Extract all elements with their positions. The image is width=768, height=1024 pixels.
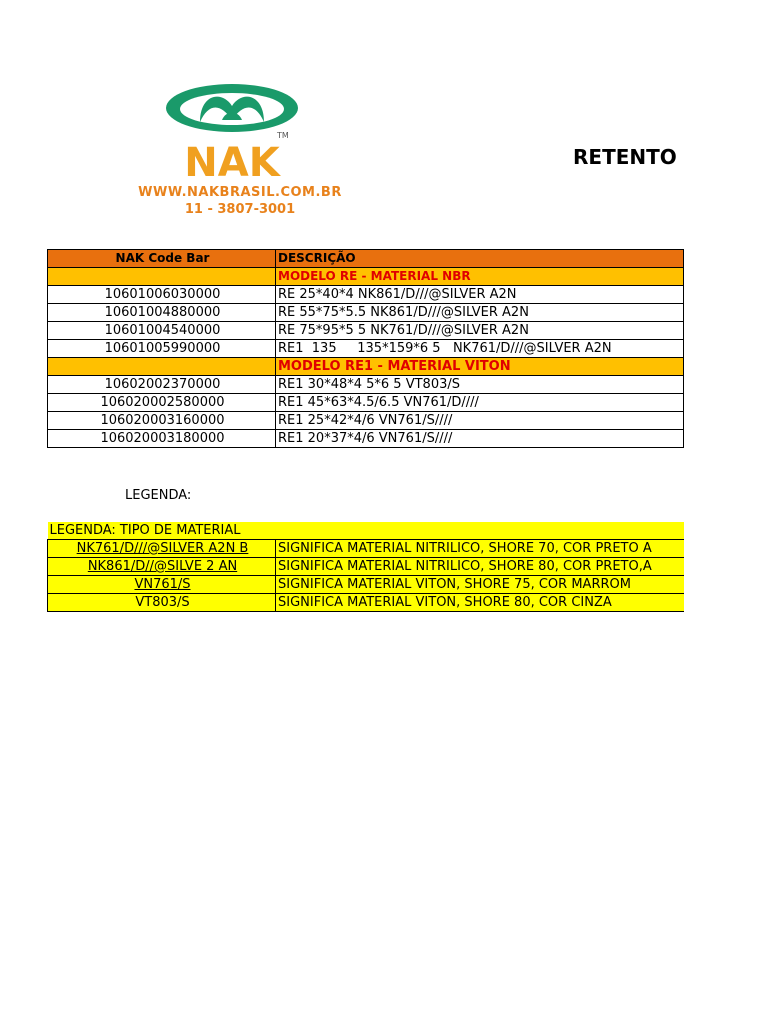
table-row	[48, 412, 684, 430]
legend-key: VT803/S	[48, 594, 276, 612]
section-row	[48, 358, 684, 376]
phone-number: 11 - 3807-3001	[184, 202, 296, 217]
code-cell: 10602002370000	[48, 376, 276, 394]
section-spacer	[48, 268, 276, 286]
description-cell: RE 55*75*5.5 NK861/D///@SILVER A2N	[276, 304, 684, 322]
description-cell: RE1 20*37*4/6 VN761/S////	[276, 430, 684, 448]
code-cell: 106020003160000	[48, 412, 276, 430]
description-cell: RE1 135 135*159*6 5 NK761/D///@SILVER A2N	[276, 340, 684, 358]
code-cell: 10601004540000	[48, 322, 276, 340]
table-row	[48, 304, 684, 322]
table-row	[48, 340, 684, 358]
legend-row	[48, 540, 684, 558]
table-header-row	[48, 250, 684, 268]
code-cell: 106020003180000	[48, 430, 276, 448]
trademark-mark: TM	[277, 131, 289, 140]
legend-row	[48, 576, 684, 594]
code-cell: 106020002580000	[48, 394, 276, 412]
code-cell: 10601004880000	[48, 304, 276, 322]
column-header-code: NAK Code Bar	[48, 250, 276, 268]
legend-table	[47, 522, 684, 612]
legend-row	[48, 558, 684, 576]
table-row	[48, 394, 684, 412]
legend-title-spacer	[276, 522, 684, 540]
legend-meaning: SIGNIFICA MATERIAL NITRILICO, SHORE 80, COR PRETO,A	[276, 558, 684, 576]
table-row	[48, 430, 684, 448]
section-label: MODELO RE - MATERIAL NBR	[276, 268, 684, 286]
description-cell: RE1 30*48*4 5*6 5 VT803/S	[276, 376, 684, 394]
table-row	[48, 322, 684, 340]
section-label: MODELO RE1 - MATERIAL VITON	[276, 358, 684, 376]
legend-title: LEGENDA: TIPO DE MATERIAL	[48, 522, 276, 540]
legend-meaning: SIGNIFICA MATERIAL VITON, SHORE 80, COR CINZA	[276, 594, 684, 612]
legend-key[interactable]: NK761/D///@SILVER A2N B	[48, 540, 276, 558]
legend-meaning: SIGNIFICA MATERIAL VITON, SHORE 75, COR MARROM	[276, 576, 684, 594]
description-cell: RE 75*95*5 5 NK761/D///@SILVER A2N	[276, 322, 684, 340]
description-cell: RE 25*40*4 NK861/D///@SILVER A2N	[276, 286, 684, 304]
legend-title-row	[48, 522, 684, 540]
legend-key[interactable]: NK861/D//@SILVE 2 AN	[48, 558, 276, 576]
code-cell: 10601006030000	[48, 286, 276, 304]
description-cell: RE1 45*63*4.5/6.5 VN761/D////	[276, 394, 684, 412]
description-cell: RE1 25*42*4/6 VN761/S////	[276, 412, 684, 430]
section-row	[48, 268, 684, 286]
products-table	[47, 249, 684, 448]
nak-logo	[160, 80, 310, 180]
table-row	[48, 376, 684, 394]
legend-label: LEGENDA:	[125, 488, 192, 503]
legend-key[interactable]: VN761/S	[48, 576, 276, 594]
legend-row	[48, 594, 684, 612]
table-row	[48, 286, 684, 304]
page-title: RETENTO	[573, 145, 677, 169]
legend-meaning: SIGNIFICA MATERIAL NITRILICO, SHORE 70, COR PRETO A	[276, 540, 684, 558]
website-link[interactable]: WWW.NAKBRASIL.COM.BR	[138, 185, 342, 200]
code-cell: 10601005990000	[48, 340, 276, 358]
column-header-description: DESCRIÇÃO	[276, 250, 684, 268]
logo-wordmark: NAK	[184, 140, 280, 180]
section-spacer	[48, 358, 276, 376]
